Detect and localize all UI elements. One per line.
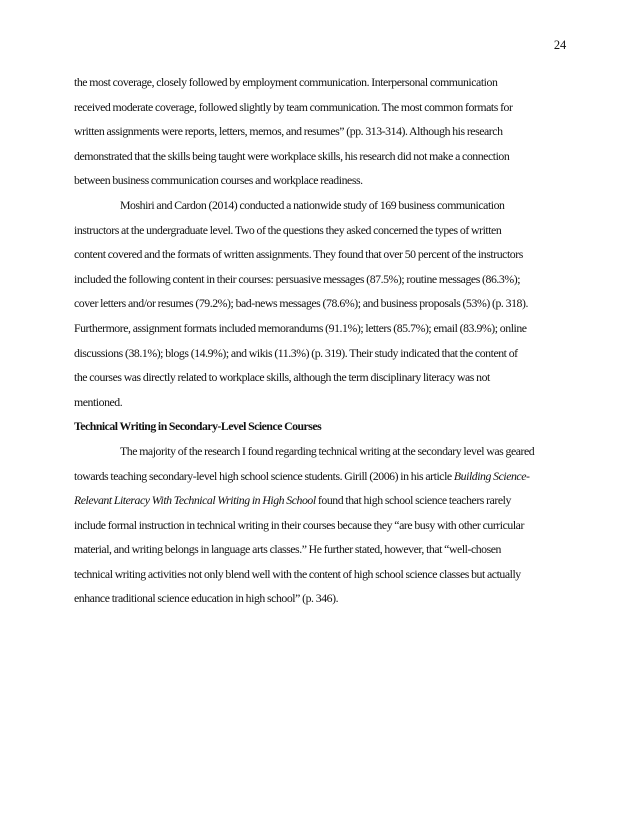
text-line: content covered and the formats of written assignments. They found that over 50 percent of the instructors [74, 247, 523, 262]
text-line: mentioned. [74, 394, 123, 409]
text-line: The majority of the research I found regarding technical writing at the secondary level was geared [120, 443, 535, 458]
paragraph-2 [74, 193, 566, 414]
text-line: demonstrated that the skills being taught were workplace skills, his research did not make a connection [74, 148, 510, 163]
article-title-part-2: Relevant Literacy With Technical Writing in High School [74, 493, 316, 508]
text-line: enhance traditional science education in high school” (p. 346). [74, 591, 339, 606]
text-line: include formal instruction in technical writing in their courses because they “are busy with other curricular [74, 517, 524, 532]
text-line: Furthermore, assignment formats included memorandums (91.1%); letters (85.7%); email (83.9%); online [74, 320, 527, 335]
text-line [74, 464, 566, 489]
text-line: Moshiri and Cardon (2014) conducted a nationwide study of 169 business communication [120, 197, 505, 212]
body-text [74, 70, 566, 611]
text-segment: towards teaching secondary-level high school science students. Girill (2006) in his article [74, 468, 454, 483]
page-number: 24 [553, 38, 566, 52]
text-line: technical writing activities not only blend well with the content of high school science classes but actually [74, 566, 521, 581]
text-line: included the following content in their courses: persuasive messages (87.5%); routine messages (86.3%); [74, 271, 521, 286]
text-line: the most coverage, closely followed by employment communication. Interpersonal communication [74, 75, 498, 89]
text-line: received moderate coverage, followed slightly by team communication. The most common formats for [74, 99, 513, 114]
text-line: cover letters and/or resumes (79.2%); bad-news messages (78.6%); and business proposals (53%) (p. 318). [74, 296, 528, 311]
text-segment: found that high school science teachers rarely [315, 493, 511, 508]
text-line: written assignments were reports, letters, memos, and resumes” (pp. 313-314). Although his research [74, 124, 503, 139]
paragraph-1 [74, 70, 566, 193]
text-line: the courses was directly related to workplace skills, although the term disciplinary literacy was not [74, 370, 490, 385]
text-line: discussions (38.1%); blogs (14.9%); and wikis (11.3%) (p. 319). Their study indicated that the content of [74, 345, 518, 360]
paragraph-3 [74, 439, 566, 611]
text-line [74, 488, 566, 513]
text-line: material, and writing belongs in language arts classes.” He further stated, however, that “well-chosen [74, 542, 502, 557]
article-title-part-1: Building Science- [453, 468, 530, 483]
text-line: between business communication courses and workplace readiness. [74, 173, 363, 188]
text-line: instructors at the undergraduate level. Two of the questions they asked concerned the types of written [74, 222, 502, 237]
section-heading: Technical Writing in Secondary-Level Science Courses [74, 419, 322, 434]
